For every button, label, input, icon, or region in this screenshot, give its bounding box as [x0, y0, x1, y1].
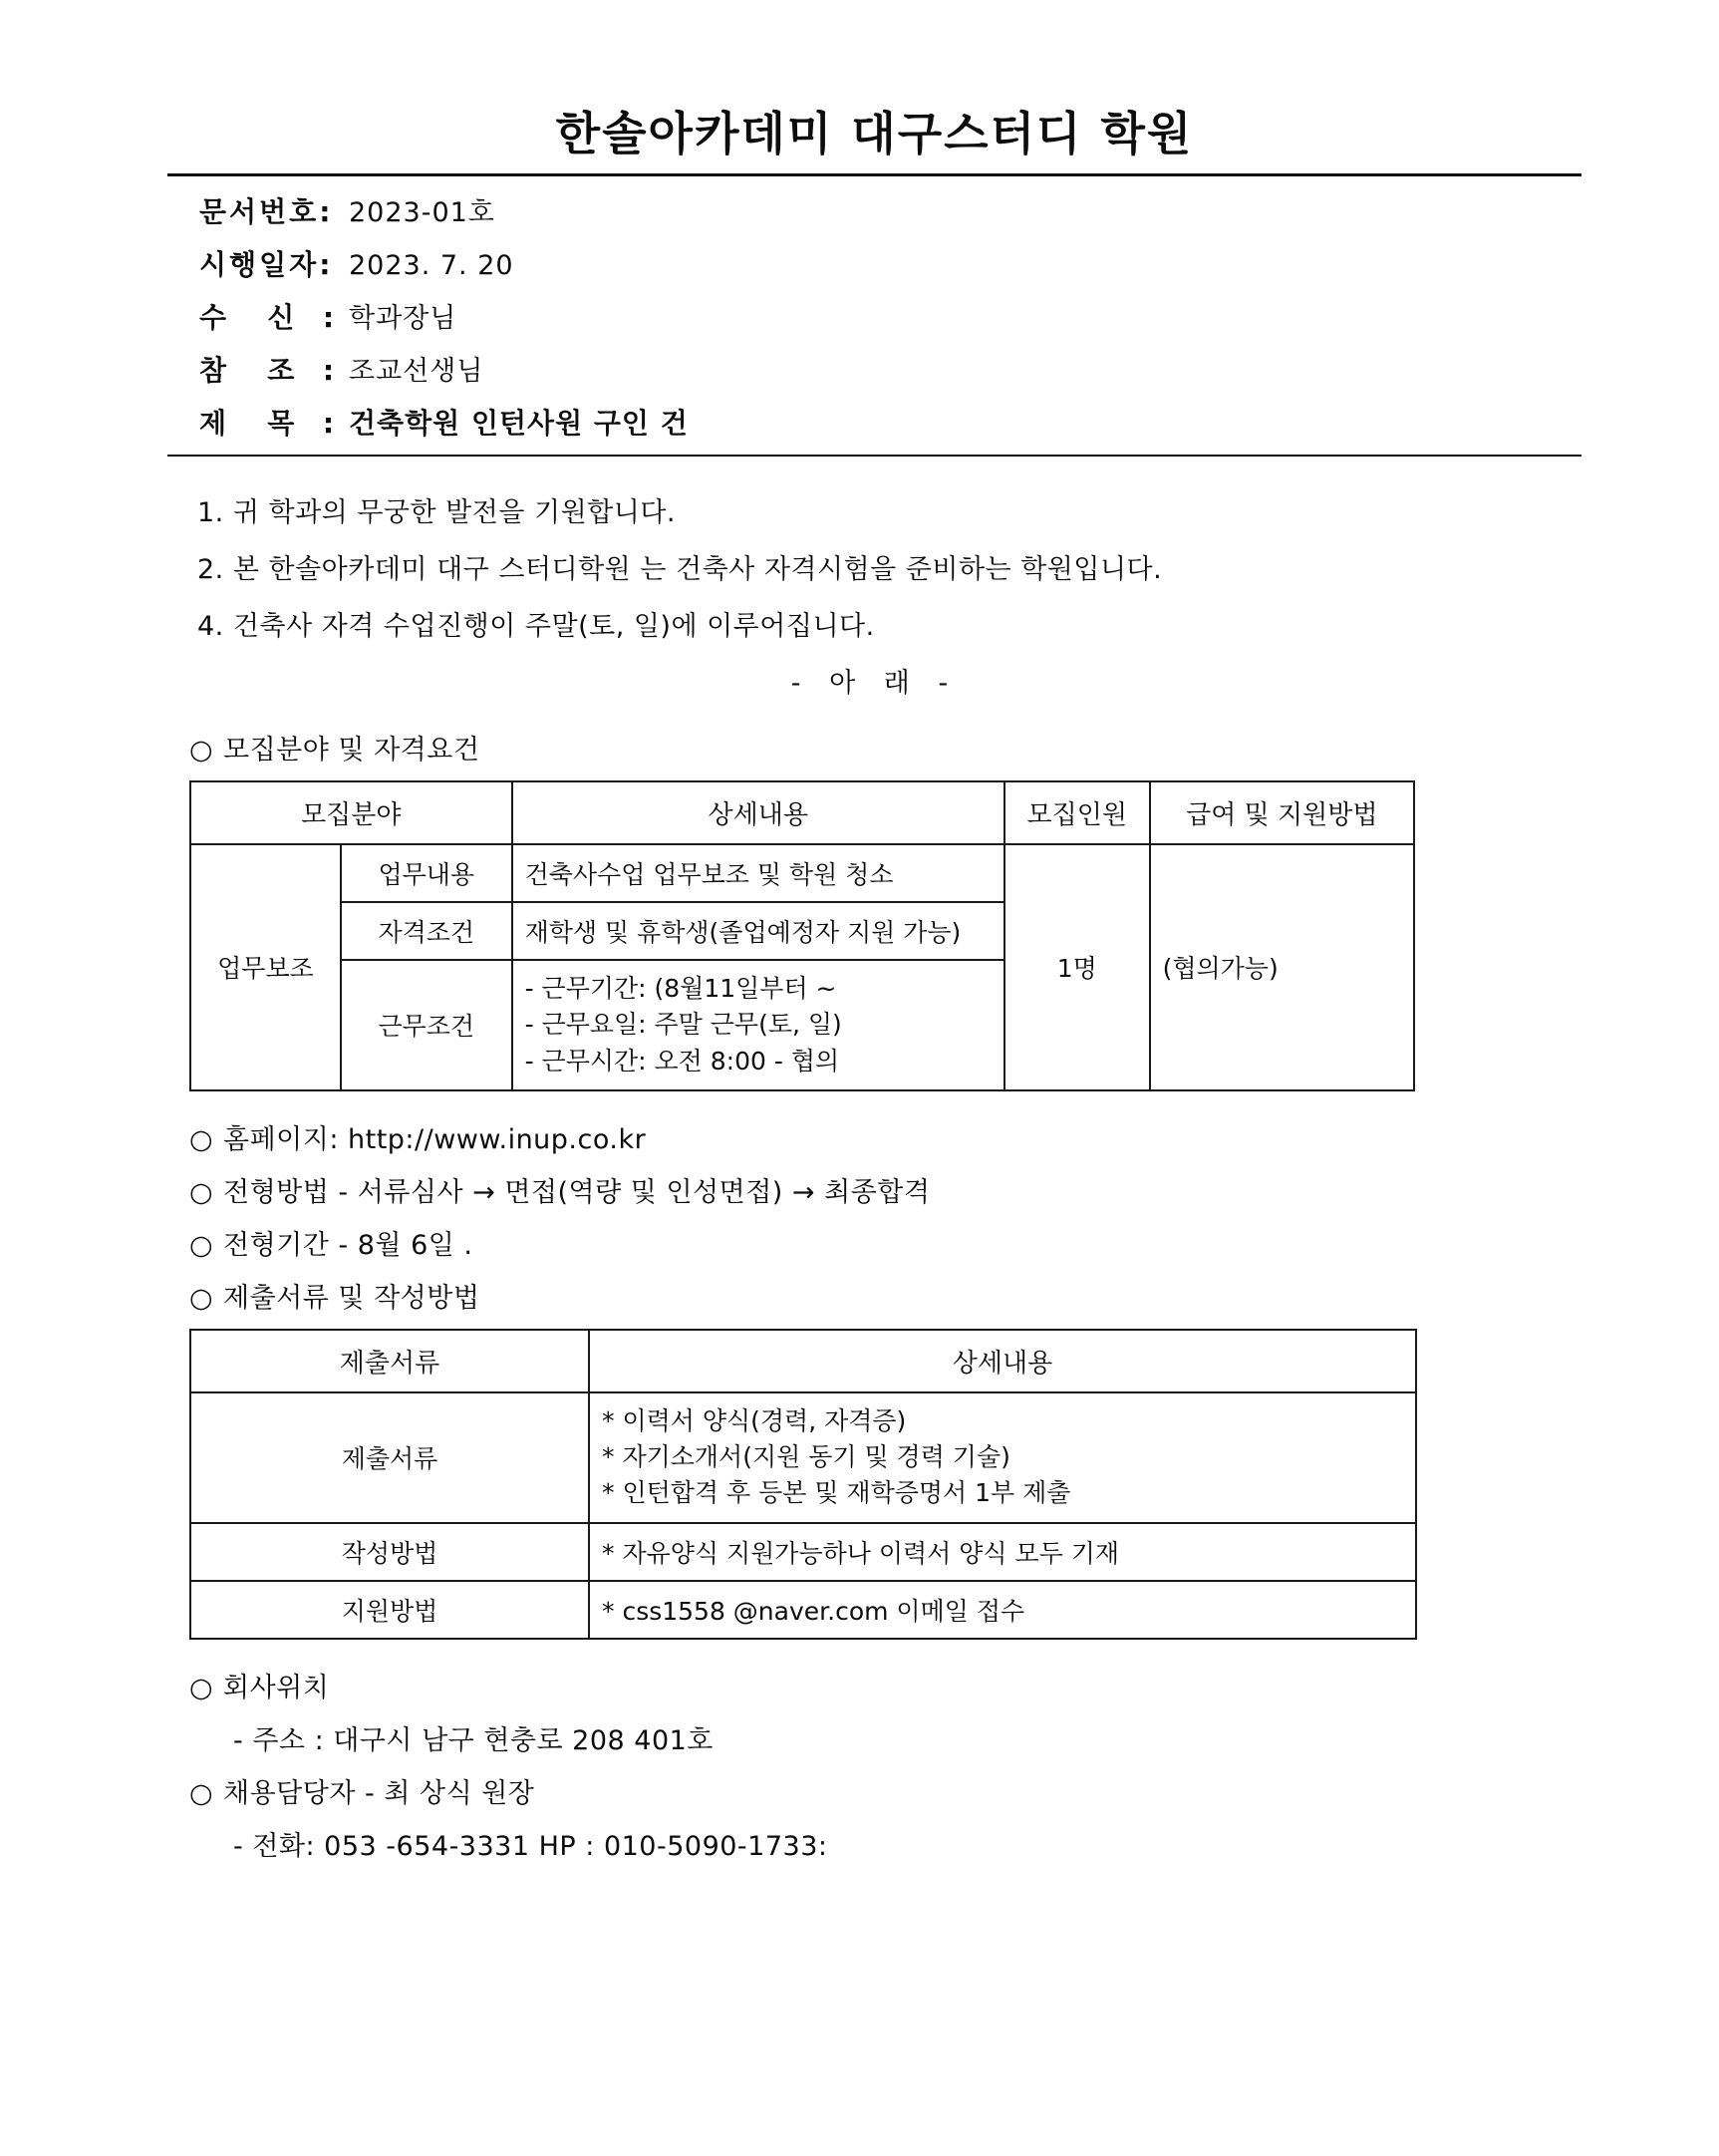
meta-row-recipient: [199, 296, 1570, 336]
circle-bullet-icon: ○: [189, 1176, 214, 1208]
table-row: [190, 1392, 1416, 1523]
bullet-text: 전형기간 - 8월 6일 .: [223, 1229, 473, 1261]
documents-table: [189, 1329, 1417, 1640]
circle-bullet-icon: ○: [189, 1229, 214, 1261]
meta-label: 참 조 :: [199, 354, 338, 387]
heading-text: 회사위치: [223, 1672, 330, 1703]
cell-row-label: 지원방법: [190, 1581, 589, 1639]
circle-bullet-icon: ○: [189, 1672, 214, 1703]
cell-row-label: 자격조건: [341, 902, 512, 960]
intro-line-1: 1. 귀 학과의 무궁한 발전을 기원합니다.: [197, 497, 676, 528]
cell-row-detail: 건축사수업 업무보조 및 학원 청소: [512, 844, 1004, 902]
footer-block: [179, 1666, 1570, 1863]
column-header-field: 모집분야: [190, 781, 512, 844]
cell-row-detail: [512, 960, 1004, 1090]
meta-value: 학과장님: [349, 303, 457, 334]
cell-row-detail: * css1558 @naver.com 이메일 접수: [589, 1581, 1416, 1639]
cell-row-label: 근무조건: [341, 960, 512, 1090]
bullet-documents-heading: [189, 1276, 1570, 1315]
meta-label: 수 신 :: [199, 301, 338, 334]
bullet-text: 홈페이지: http://www.inup.co.kr: [223, 1123, 647, 1155]
heading-company-location: [189, 1666, 1570, 1704]
cell-row-label: 제출서류: [190, 1392, 589, 1523]
column-header-salary: 급여 및 지원방법: [1150, 781, 1414, 844]
bullet-selection-method: [189, 1170, 1570, 1209]
cell-category: 업무보조: [190, 844, 341, 1090]
meta-label: 문서번호:: [199, 195, 334, 228]
cell-row-label: 작성방법: [190, 1523, 589, 1581]
column-header-documents: 제출서류: [190, 1330, 589, 1392]
detail-line: * 인턴합격 후 등본 및 재학증명서 1부 제출: [602, 1478, 1071, 1508]
heading-text: 채용담당자 - 최 상식 원장: [223, 1777, 535, 1809]
cell-row-detail: * 자유양식 지원가능하나 이력서 양식 모두 기재: [589, 1523, 1416, 1581]
table-row: [190, 1581, 1416, 1639]
circle-bullet-icon: ○: [189, 1777, 214, 1809]
detail-line: - 근무요일: 주말 근무(토, 일): [524, 1010, 842, 1040]
heading-recruiter: [189, 1771, 1570, 1810]
column-header-headcount: 모집인원: [1004, 781, 1150, 844]
intro-block: [197, 490, 1570, 643]
column-header-detail: 상세내용: [589, 1330, 1416, 1392]
title-divider: [167, 173, 1581, 176]
recruitment-table: [189, 780, 1415, 1091]
meta-value: 2023-01호: [349, 197, 495, 228]
intro-line-2: 2. 본 한솔아카데미 대구 스터디학원 는 건축사 자격시험을 준비하는 학원입니다.: [197, 554, 1163, 585]
recruiter-phone: - 전화: 053 -654-3331 HP : 010-5090-1733:: [233, 1830, 828, 1862]
circle-bullet-icon: ○: [189, 735, 214, 766]
cell-row-detail: [589, 1392, 1416, 1523]
meta-row-date: [199, 243, 1570, 283]
document-meta: [199, 190, 1570, 442]
bullet-text: 전형방법 - 서류심사 → 면접(역량 및 인성면접) → 최종합격: [223, 1176, 931, 1208]
circle-bullet-icon: ○: [189, 1123, 214, 1155]
detail-line: - 근무시간: 오전 8:00 - 협의: [524, 1046, 840, 1076]
detail-line: - 근무기간: (8월11일부터 ~: [524, 974, 837, 1003]
bullet-selection-period: [189, 1223, 1570, 1262]
meta-divider: [167, 455, 1581, 457]
meta-row-doc-number: [199, 190, 1570, 230]
cell-salary: (협의가능): [1150, 844, 1414, 1090]
meta-value: 2023. 7. 20: [349, 250, 514, 281]
bullet-homepage: [189, 1117, 1570, 1156]
meta-row-cc: [199, 349, 1570, 389]
meta-label: 제 목 :: [199, 407, 338, 440]
detail-line: * 이력서 양식(경력, 자격증): [602, 1405, 907, 1435]
meta-row-subject: [199, 402, 1570, 442]
meta-value: 조교선생님: [349, 356, 484, 387]
section-heading-recruitment: [189, 728, 1570, 767]
below-marker: - 아 래 -: [790, 668, 959, 699]
page-title: 한솔아카데미 대구스터디 학원: [555, 107, 1194, 160]
detail-line: * 자기소개서(지원 동기 및 경력 기술): [602, 1442, 1010, 1471]
circle-bullet-icon: ○: [189, 1282, 214, 1314]
cell-row-label: 업무내용: [341, 844, 512, 902]
meta-value: 건축학원 인턴사원 구인 건: [349, 407, 689, 440]
company-address: - 주소 : 대구시 남구 현충로 208 401호: [233, 1724, 714, 1756]
table-header-row: [190, 781, 1414, 844]
column-header-detail: 상세내용: [512, 781, 1004, 844]
meta-label: 시행일자:: [199, 248, 334, 281]
table-row: [190, 844, 1414, 902]
bullet-text: 제출서류 및 작성방법: [223, 1282, 480, 1314]
cell-headcount: 1명: [1004, 844, 1150, 1090]
intro-line-3: 4. 건축사 자격 수업진행이 주말(토, 일)에 이루어집니다.: [197, 611, 875, 642]
cell-row-detail: 재학생 및 휴학생(졸업예정자 지원 가능): [512, 902, 1004, 960]
table-row: [190, 1523, 1416, 1581]
section-heading-text: 모집분야 및 자격요건: [223, 735, 480, 766]
table-header-row: [190, 1330, 1416, 1392]
